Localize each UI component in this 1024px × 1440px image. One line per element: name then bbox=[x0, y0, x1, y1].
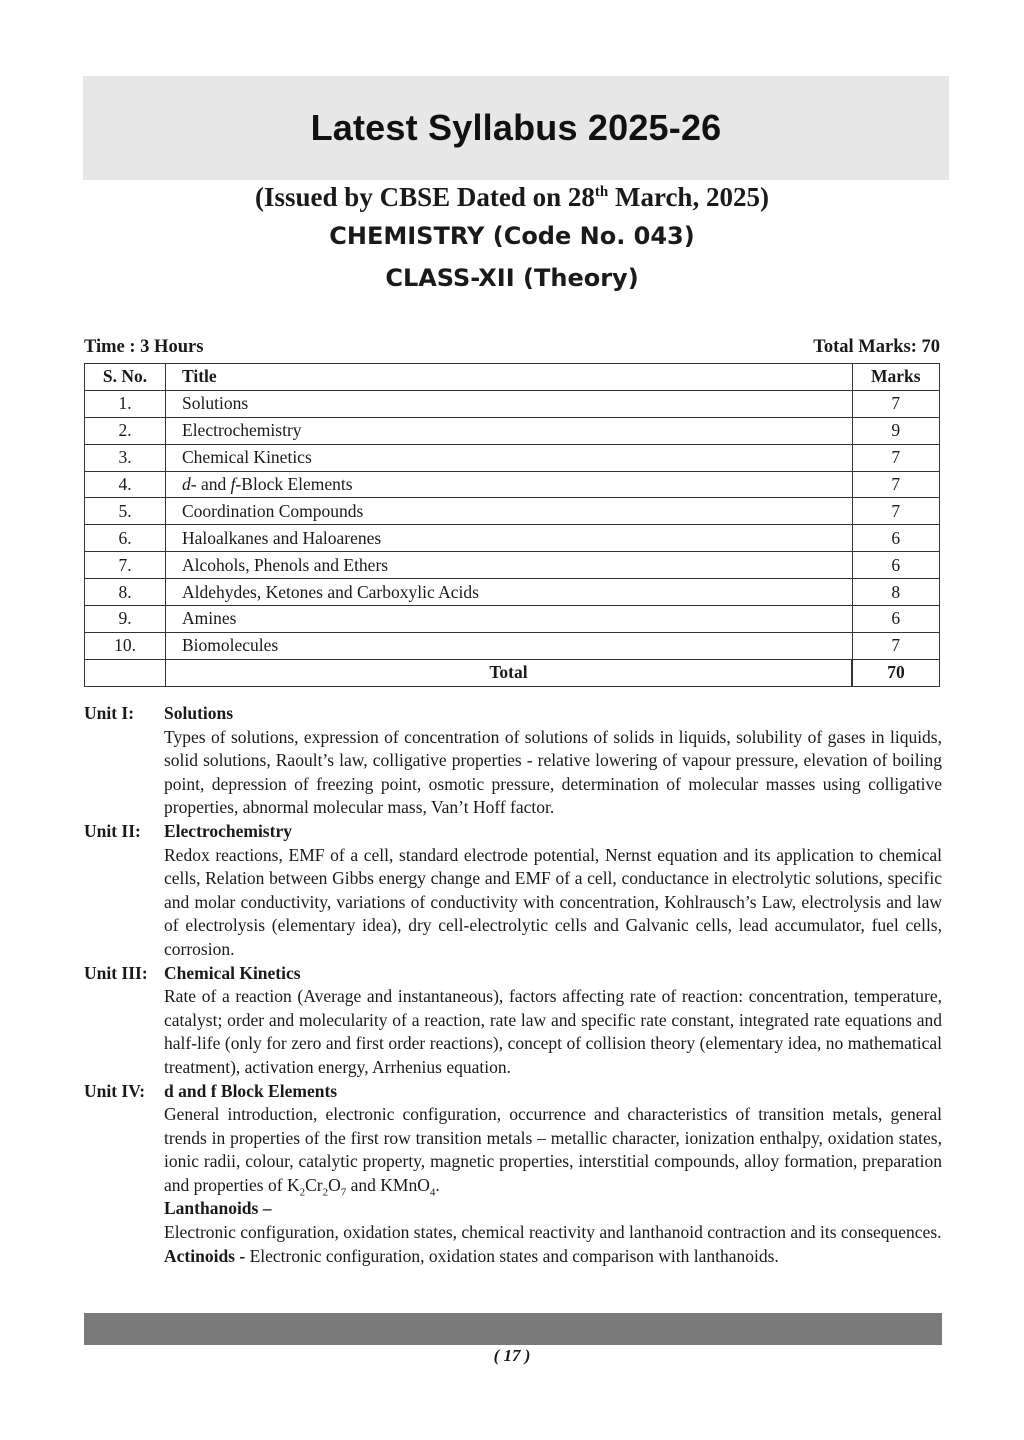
unit-section bbox=[84, 1080, 942, 1269]
row-marks: 8 bbox=[852, 579, 940, 606]
row-sno: 3. bbox=[85, 444, 166, 471]
issued-suffix: March, 2025) bbox=[608, 182, 769, 212]
row-title: Amines bbox=[166, 606, 853, 633]
formula-part: Cr bbox=[305, 1174, 323, 1195]
table-header-row bbox=[85, 364, 940, 391]
footer-bar bbox=[84, 1313, 942, 1345]
page-number: ( 17 ) bbox=[493, 1346, 531, 1365]
header-marks: Marks bbox=[852, 364, 940, 391]
formula-part: O bbox=[328, 1174, 341, 1195]
table-row bbox=[85, 444, 940, 471]
unit-title: Chemical Kinetics bbox=[164, 962, 301, 983]
unit-body bbox=[164, 702, 942, 820]
exam-time: Time : 3 Hours bbox=[84, 337, 204, 357]
row-title: Haloalkanes and Haloarenes bbox=[166, 525, 853, 552]
total-label: Total bbox=[166, 659, 853, 686]
table-row bbox=[85, 632, 940, 659]
title-end: -Block Elements bbox=[235, 474, 353, 494]
marks-table bbox=[84, 363, 940, 687]
actinoids-line bbox=[164, 1245, 942, 1269]
row-marks: 6 bbox=[852, 606, 940, 633]
table-row bbox=[85, 471, 940, 498]
formula-subscript: 4 bbox=[429, 1186, 436, 1199]
italic-d: d bbox=[182, 474, 191, 494]
row-title: Chemical Kinetics bbox=[166, 444, 853, 471]
table-row bbox=[85, 417, 940, 444]
unit-title: Solutions bbox=[164, 703, 234, 723]
formula-subscript: 7 bbox=[340, 1186, 347, 1199]
italic-f: f bbox=[230, 474, 236, 494]
unit-description: Rate of a reaction (Average and instantaneous), factors affecting rate of reaction: concentration, temperature, catalyst; order and molecularity of a reaction, rate law and specific rate constant, integrated rate equations and half-life (only for zero and first order reactions), concept of collision theory (elementary idea, no mathematical treatment), activation energy, Arrhenius equation. bbox=[164, 986, 942, 1077]
unit-label: Unit II: bbox=[84, 820, 141, 841]
unit-section bbox=[84, 820, 942, 962]
row-marks: 7 bbox=[852, 632, 940, 659]
lanthanoids-description: Electronic configuration, oxidation states, chemical reactivity and lanthanoid contraction and its consequences. bbox=[164, 1222, 942, 1243]
title-mid: - and bbox=[190, 474, 231, 494]
row-sno: 9. bbox=[85, 606, 166, 633]
row-marks: 7 bbox=[852, 444, 940, 471]
unit-description: Redox reactions, EMF of a cell, standard electrode potential, Nernst equation and its application to chemical cells, Relation between Gibbs energy change and EMF of a cell, conductance in electrolytic solutions, specific and molar conductivity, variations of conductivity with concentration, Kohlrausch’s Law, electrolysis and law of electrolysis (elementary idea), dry cell-electrolytic cells and Galvanic cells, lead accumulator, fuel cells, corrosion. bbox=[164, 844, 942, 959]
row-title bbox=[166, 471, 853, 498]
unit-list bbox=[84, 702, 942, 1268]
row-marks: 6 bbox=[852, 525, 940, 552]
table-row bbox=[85, 498, 940, 525]
unit-description: Types of solutions, expression of concentration of solutions of solids in liquids, solubility of gases in liquids, solid solutions, Raoult’s law, colligative properties - relative lowering of vapour pressure, elevation of boiling point, depression of freezing point, osmotic pressure, determination of molecular masses using colligative properties, abnormal molecular mass, Van’t Hoff factor. bbox=[164, 726, 942, 818]
actinoids-heading: Actinoids - bbox=[164, 1245, 246, 1266]
row-marks: 7 bbox=[852, 390, 940, 417]
row-sno: 2. bbox=[85, 417, 166, 444]
row-sno: 1. bbox=[85, 390, 166, 417]
unit-description bbox=[164, 1103, 942, 1197]
formula-part: KMnO bbox=[380, 1174, 430, 1195]
row-marks: 9 bbox=[852, 417, 940, 444]
subject-heading: CHEMISTRY (Code No. 043) bbox=[329, 222, 695, 250]
header-sno: S. No. bbox=[85, 364, 166, 391]
unit-title: Electrochemistry bbox=[164, 820, 292, 841]
row-title: Alcohols, Phenols and Ethers bbox=[166, 552, 853, 579]
unit-label: Unit III: bbox=[84, 962, 148, 983]
table-row bbox=[85, 606, 940, 633]
row-marks: 6 bbox=[852, 552, 940, 579]
table-row bbox=[85, 579, 940, 606]
unit-text-part: General introduction, electronic configuration, occurrence and characteristics of transition metals, general trends in properties of the first row transition metals – metallic character, ionization enthalpy, oxidation states, ionic radii, colour, catalytic property, magnetic properties, interstitial compounds, alloy formation, preparation and properties of bbox=[164, 1104, 942, 1195]
row-sno: 10. bbox=[85, 632, 166, 659]
total-value: 70 bbox=[852, 659, 940, 686]
unit-body bbox=[164, 820, 942, 962]
issued-prefix: (Issued by CBSE Dated on 28 bbox=[255, 182, 595, 212]
row-title: Electrochemistry bbox=[166, 417, 853, 444]
row-sno: 6. bbox=[85, 525, 166, 552]
total-empty-cell bbox=[85, 659, 166, 686]
row-title: Solutions bbox=[166, 390, 853, 417]
class-heading: CLASS-XII (Theory) bbox=[385, 264, 639, 292]
issued-line bbox=[0, 182, 1024, 213]
row-sno: 5. bbox=[85, 498, 166, 525]
row-marks: 7 bbox=[852, 471, 940, 498]
table-row bbox=[85, 525, 940, 552]
issued-superscript: th bbox=[594, 184, 609, 200]
formula-joiner: and bbox=[346, 1174, 381, 1195]
unit-section bbox=[84, 702, 942, 820]
unit-text-end: . bbox=[435, 1174, 440, 1195]
lanthanoids-heading: Lanthanoids – bbox=[164, 1198, 272, 1219]
row-marks: 7 bbox=[852, 498, 940, 525]
row-sno: 8. bbox=[85, 579, 166, 606]
formula-subscript: 2 bbox=[299, 1186, 306, 1199]
formula-permanganate bbox=[380, 1174, 436, 1199]
formula-part: K bbox=[286, 1174, 300, 1195]
row-title: Aldehydes, Ketones and Carboxylic Acids bbox=[166, 579, 853, 606]
formula-subscript: 2 bbox=[322, 1186, 329, 1199]
row-title: Biomolecules bbox=[166, 632, 853, 659]
unit-label: Unit IV: bbox=[84, 1080, 146, 1101]
table-total-row bbox=[85, 659, 940, 686]
header-title: Title bbox=[166, 364, 853, 391]
row-sno: 7. bbox=[85, 552, 166, 579]
exam-meta bbox=[84, 337, 940, 358]
unit-body bbox=[164, 1080, 942, 1269]
row-title: Coordination Compounds bbox=[166, 498, 853, 525]
unit-section bbox=[84, 962, 942, 1080]
page-title: Latest Syllabus 2025-26 bbox=[310, 107, 722, 148]
unit-title: d and f Block Elements bbox=[164, 1080, 338, 1101]
table-row bbox=[85, 552, 940, 579]
row-sno: 4. bbox=[85, 471, 166, 498]
table-row bbox=[85, 390, 940, 417]
actinoids-description: Electronic configuration, oxidation states and comparison with lanthanoids. bbox=[245, 1245, 779, 1266]
unit-label: Unit I: bbox=[84, 703, 135, 723]
formula-dichromate bbox=[286, 1174, 347, 1199]
unit-body bbox=[164, 962, 942, 1080]
exam-total-marks: Total Marks: 70 bbox=[813, 337, 940, 357]
title-band bbox=[83, 76, 949, 180]
